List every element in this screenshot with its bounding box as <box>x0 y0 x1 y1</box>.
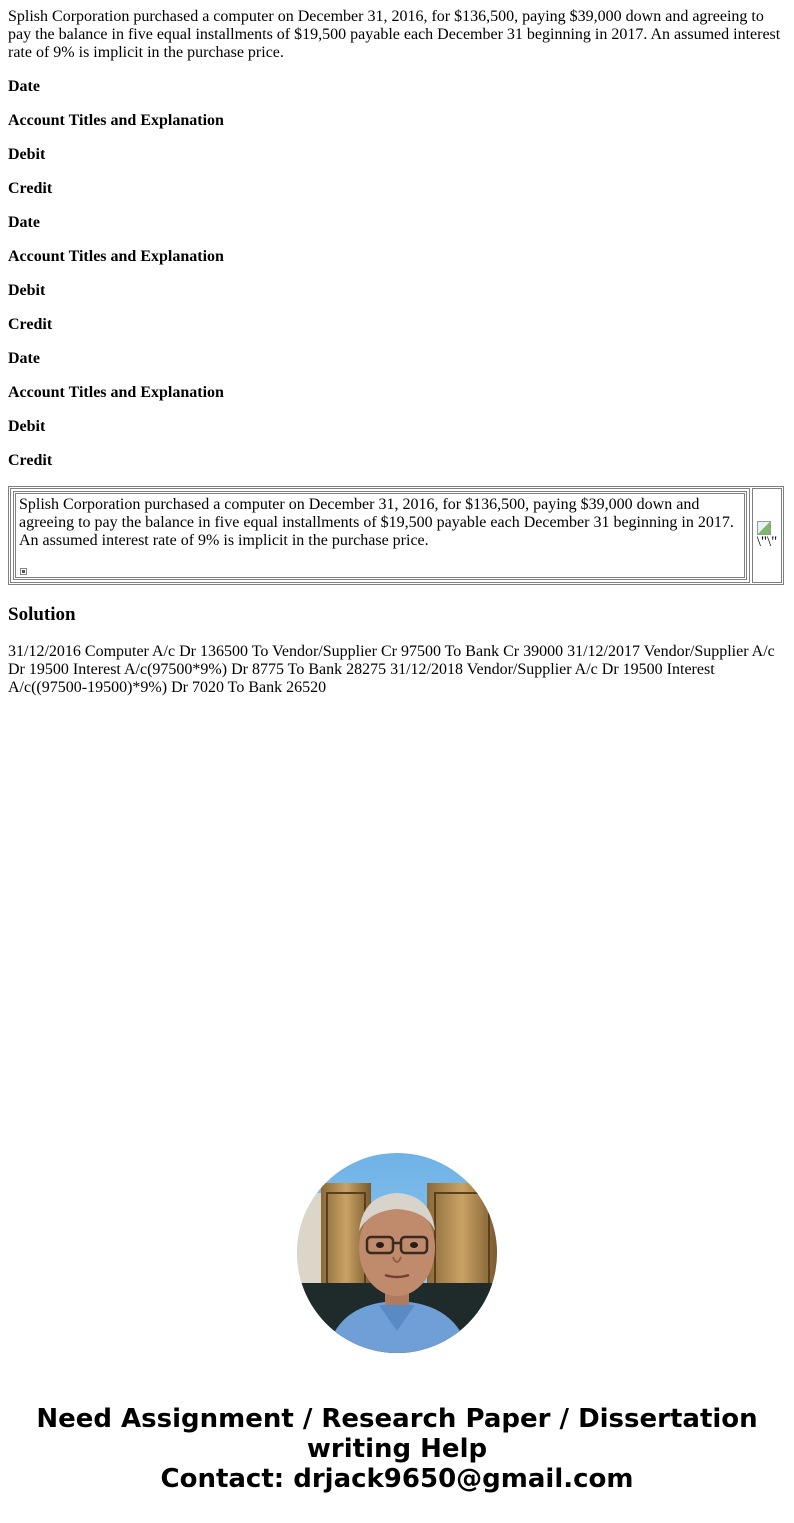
promo-line-2: writing Help <box>306 1434 488 1464</box>
broken-image-alt: \"\" <box>756 534 778 550</box>
heading-debit: Debit <box>8 418 46 435</box>
document-content <box>8 8 786 697</box>
question-frame <box>13 491 747 580</box>
heading-credit: Credit <box>8 180 53 197</box>
question-box <box>15 493 745 578</box>
promo-banner <box>0 1404 794 1494</box>
solution-heading: Solution <box>8 604 76 625</box>
journal-headings <box>8 78 786 470</box>
heading-date: Date <box>8 78 40 95</box>
problem-statement: Splish Corporation purchased a computer on December 31, 2016, for $136,500, paying $39,000 down and agreeing to pay the balance in five equal installments of $19,500 payable each December 31 beginning in 2017. An assumed interest rate of 9% is implicit in the purchase price. <box>8 8 781 61</box>
heading-account: Account Titles and Explanation <box>8 112 224 129</box>
heading-date: Date <box>8 214 40 231</box>
question-cell <box>10 488 750 583</box>
heading-debit: Debit <box>8 146 46 163</box>
author-avatar <box>297 1153 497 1353</box>
heading-credit: Credit <box>8 452 53 469</box>
heading-credit: Credit <box>8 316 53 333</box>
image-cell <box>752 488 782 583</box>
question-text: Splish Corporation purchased a computer on December 31, 2016, for $136,500, paying $39,000 down and agreeing to pay the balance in five equal installments of $19,500 payable each December 31 beginning in 2017. An assumed interest rate of 9% is implicit in the purchase price. <box>19 496 734 549</box>
broken-image <box>757 521 778 550</box>
avatar-photo <box>297 1153 497 1353</box>
heading-account: Account Titles and Explanation <box>8 384 224 401</box>
broken-image-icon <box>20 568 27 575</box>
embedded-question-table <box>8 486 784 585</box>
promo-line-1: Need Assignment / Research Paper / Dissertation <box>36 1404 758 1434</box>
promo-contact: Contact: drjack9650@gmail.com <box>160 1464 634 1494</box>
heading-account: Account Titles and Explanation <box>8 248 224 265</box>
broken-image-icon <box>757 521 771 535</box>
heading-date: Date <box>8 350 40 367</box>
heading-debit: Debit <box>8 282 46 299</box>
solution-text: 31/12/2016 Computer A/c Dr 136500 To Vendor/Supplier Cr 97500 To Bank Cr 39000 31/12/2017 Vendor/Supplier A/c Dr 19500 Interest A/c(97500*9%) Dr 8775 To Bank 28275 31/12/2018 Vendor/Supplier A/c Dr 19500 Interest A/c((97500-19500)*9%) Dr 7020 To Bank 26520 <box>8 643 775 696</box>
